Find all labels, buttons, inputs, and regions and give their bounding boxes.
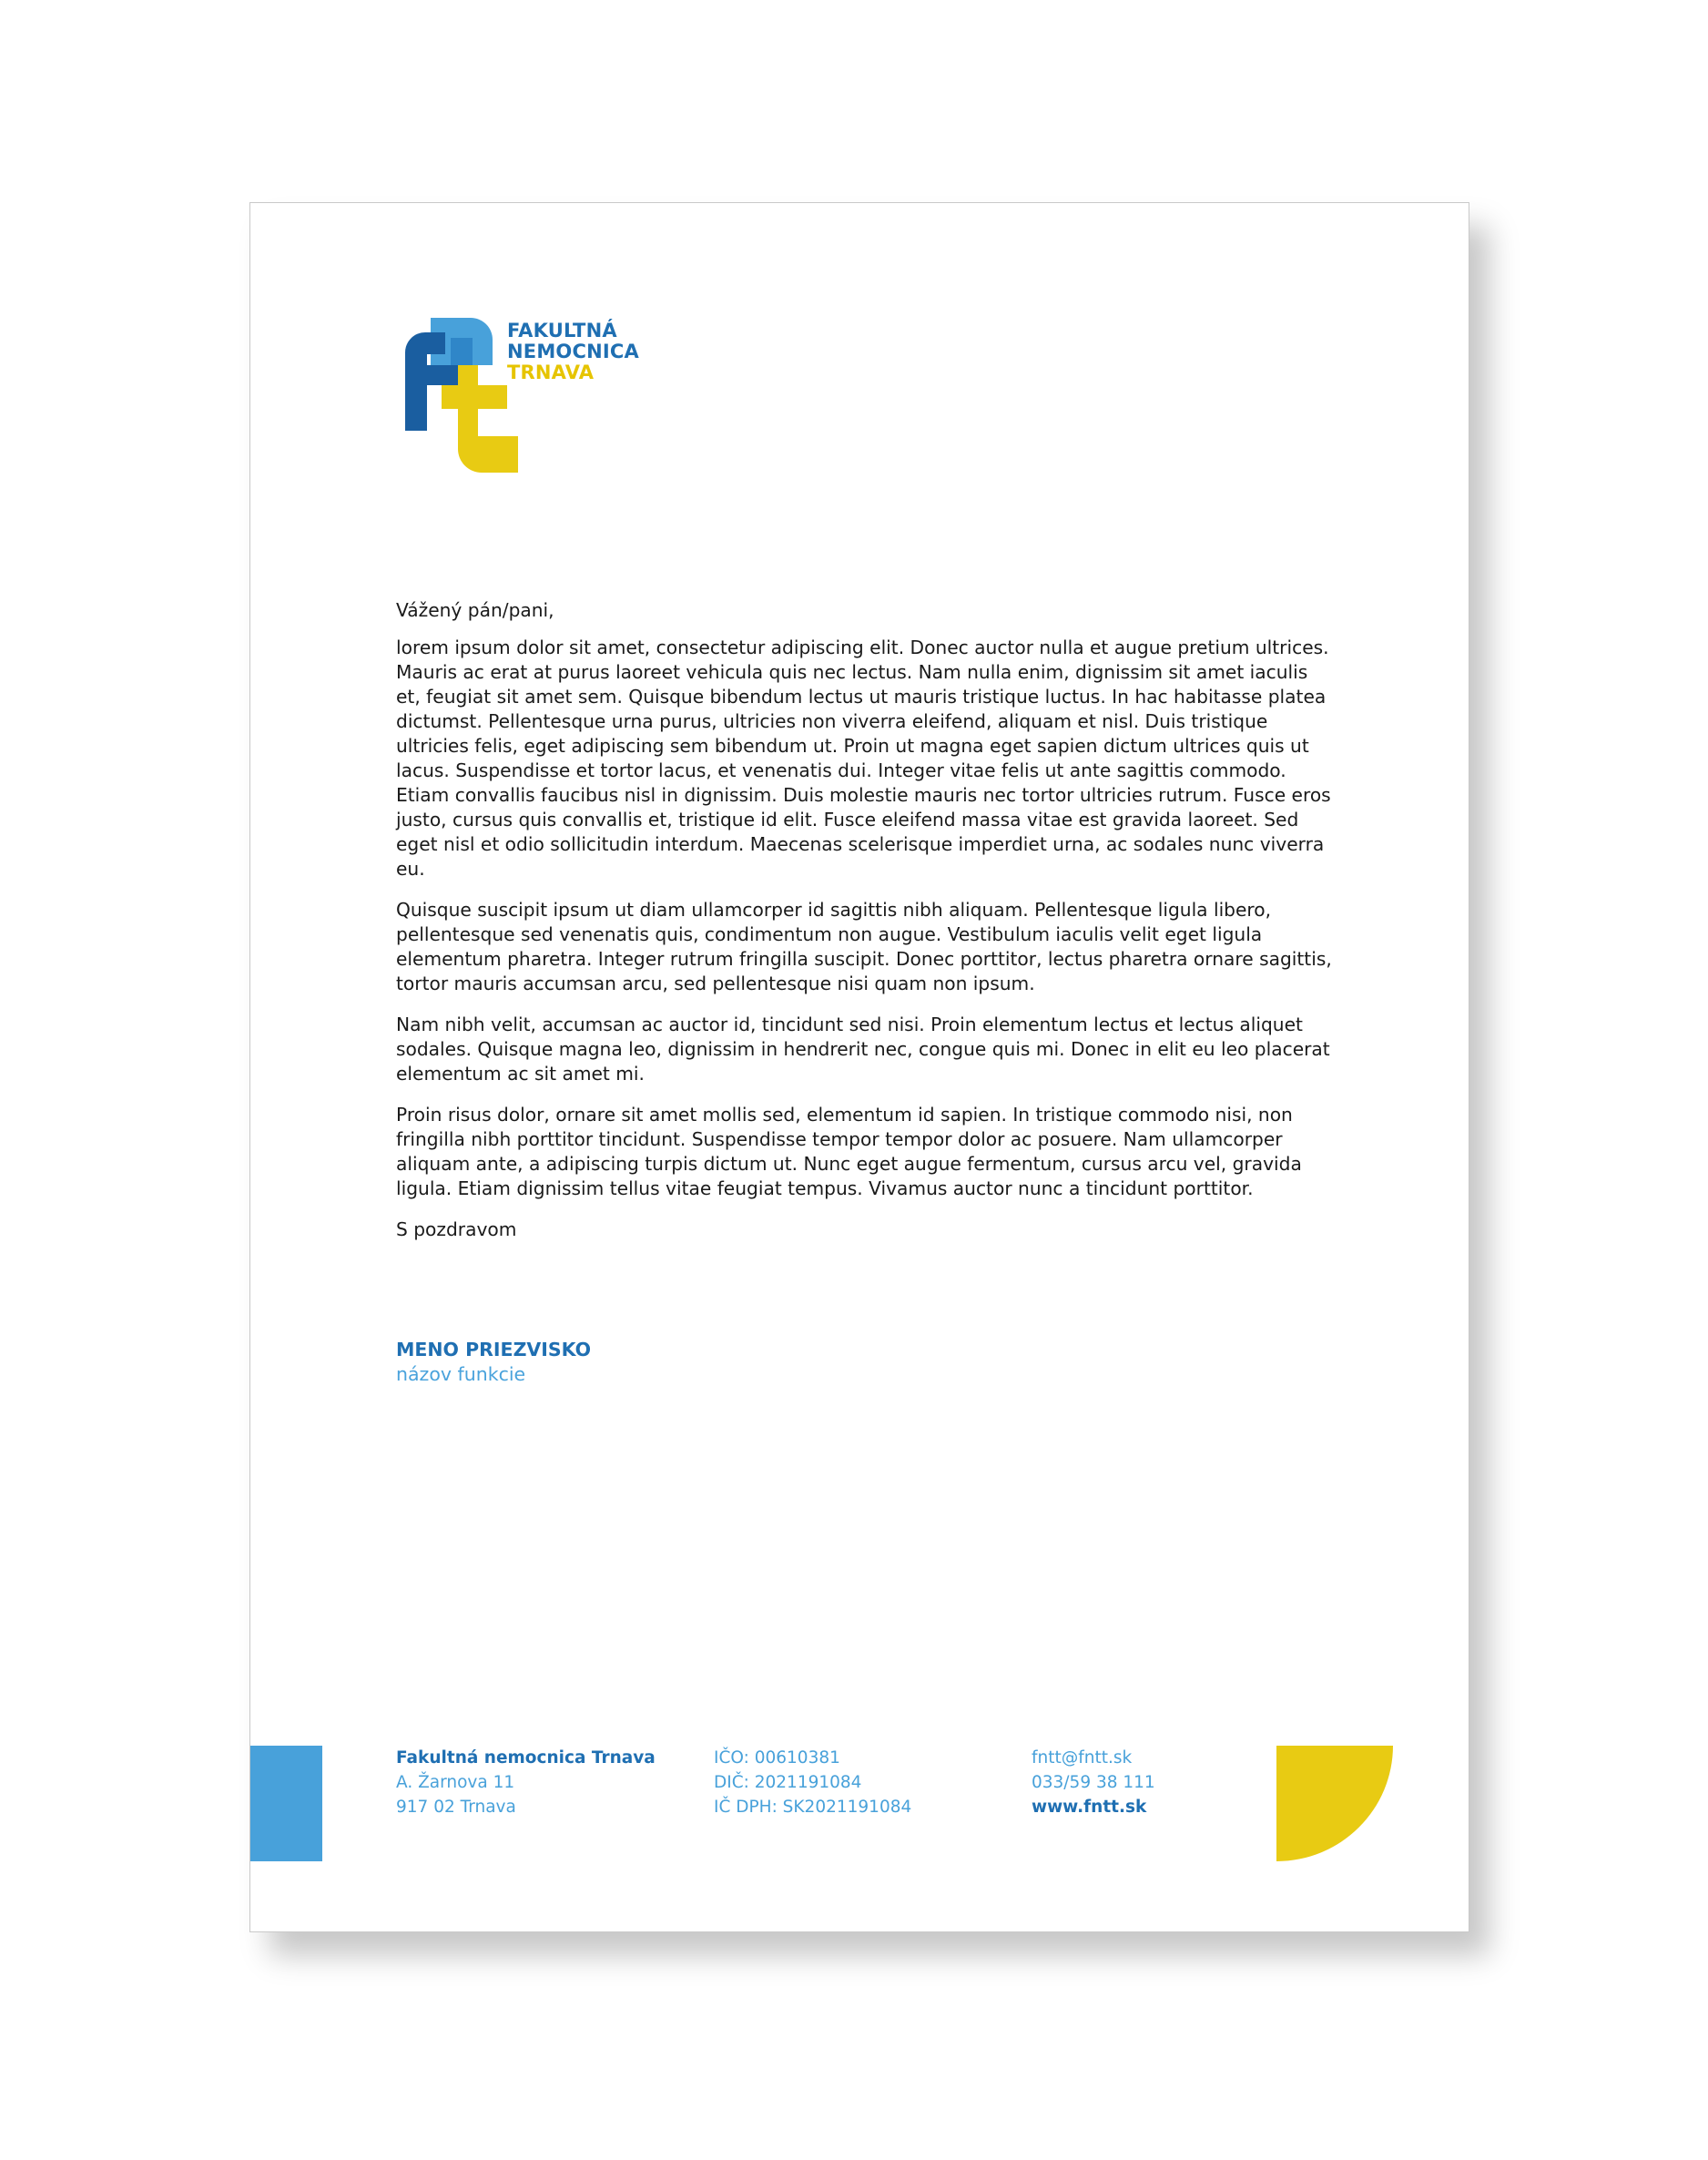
footer-blue-accent [250,1746,322,1861]
letter-closing: S pozdravom [396,1218,517,1240]
footer-ids [714,1746,911,1819]
signature-title: názov funkcie [396,1363,526,1385]
letter-paragraph: Quisque suscipit ipsum ut diam ullamcorper id sagittis nibh aliquam. Pellentesque ligula libero, pellentesque sed venenatis quis, condimentum non augue. Vestibulum iaculis velit eget ligula elementum pharetra. Integer rutrum fringilla suscipit. Donec porttitor, lectus pharetra ornare sagittis, tortor mauris accumsan arcu, sed pellentesque nisi quam non ipsum. [396,899,1332,994]
footer-email-link[interactable]: fntt@fntt.sk [1032,1748,1133,1768]
letter-paragraph: lorem ipsum dolor sit amet, consectetur adipiscing elit. Donec auctor nulla et augue pretium ultrices. Mauris ac erat at purus laoreet vehicula quis nec lectus. Nam nulla enim, dignissim sit amet iaculis et, feugiat sit amet sem. Quisque bibendum lectus ut mauris tristique luctus. In hac habitasse platea dictumst. Pellentesque urna purus, ultricies non viverra eleifend, aliquam et nisl. Duis tristique ultricies felis, eget adipiscing sem bibendum ut. Proin ut magna eget sapien dictum ultrices quis ut lacus. Suspendisse et tortor lacus, et venenatis dui. Integer vitae felis ut ante sagittis commodo. Etiam convallis faucibus nisl in dignissim. Duis molestie mauris nec tortor ultricies rutrum. Fusce eros justo, cursus quis convallis et, tristique id elit. Fusce eleifend massa vitae est gravida laoreet. Sed eget nisl et odio sollicitudin interdum. Maecenas scelerisque imperdiet urna, ac sodales nunc viverra eu. [396,637,1331,880]
footer-ico: IČO: 00610381 [714,1748,840,1768]
footer-org-name: Fakultná nemocnica Trnava [396,1748,656,1768]
footer-street: A. Žarnova 11 [396,1773,515,1792]
signature-block [396,1338,591,1387]
letter-greeting: Vážený pán/pani, [396,599,554,621]
footer-contact [1032,1746,1155,1819]
logo-text-line-1: FAKULTNÁ [507,320,617,341]
footer-web-link[interactable]: www.fntt.sk [1032,1798,1147,1817]
hospital-logo [405,318,678,473]
letterhead-page [249,202,1469,1932]
logo-text-line-3: TRNAVA [507,362,595,383]
footer-yellow-accent [1276,1746,1393,1861]
fnt-logo-mark-icon [405,318,524,473]
footer-city: 917 02 Trnava [396,1798,516,1817]
letter-paragraph: Proin risus dolor, ornare sit amet mollis sed, elementum id sapien. In tristique commodo nisi, non fringilla nibh porttitor tincidunt. Suspendisse tempor tempor dolor ac posuere. Nam ullamcorper aliquam ante, a adipiscing turpis dictum ut. Nunc eget augue fermentum, cursus arcu vel, gravida ligula. Etiam dignissim tellus vitae feugiat tempus. Vivamus auctor nunc a tincidunt porttitor. [396,1104,1302,1199]
footer-phone: 033/59 38 111 [1032,1773,1155,1792]
logo-text-line-2: NEMOCNICA [507,341,639,362]
letter-paragraph: Nam nibh velit, accumsan ac auctor id, tincidunt sed nisi. Proin elementum lectus et lectus aliquet sodales. Quisque magna leo, dignissim in hendrerit nec, congue quis mi. Donec in elit eu leo placerat elementum ac sit amet mi. [396,1014,1330,1085]
footer-ic-dph: IČ DPH: SK2021191084 [714,1798,912,1817]
signature-name: MENO PRIEZVISKO [396,1339,592,1360]
footer-dic: DIČ: 2021191084 [714,1773,862,1792]
letter-body [396,598,1334,1258]
footer-address [396,1746,656,1819]
